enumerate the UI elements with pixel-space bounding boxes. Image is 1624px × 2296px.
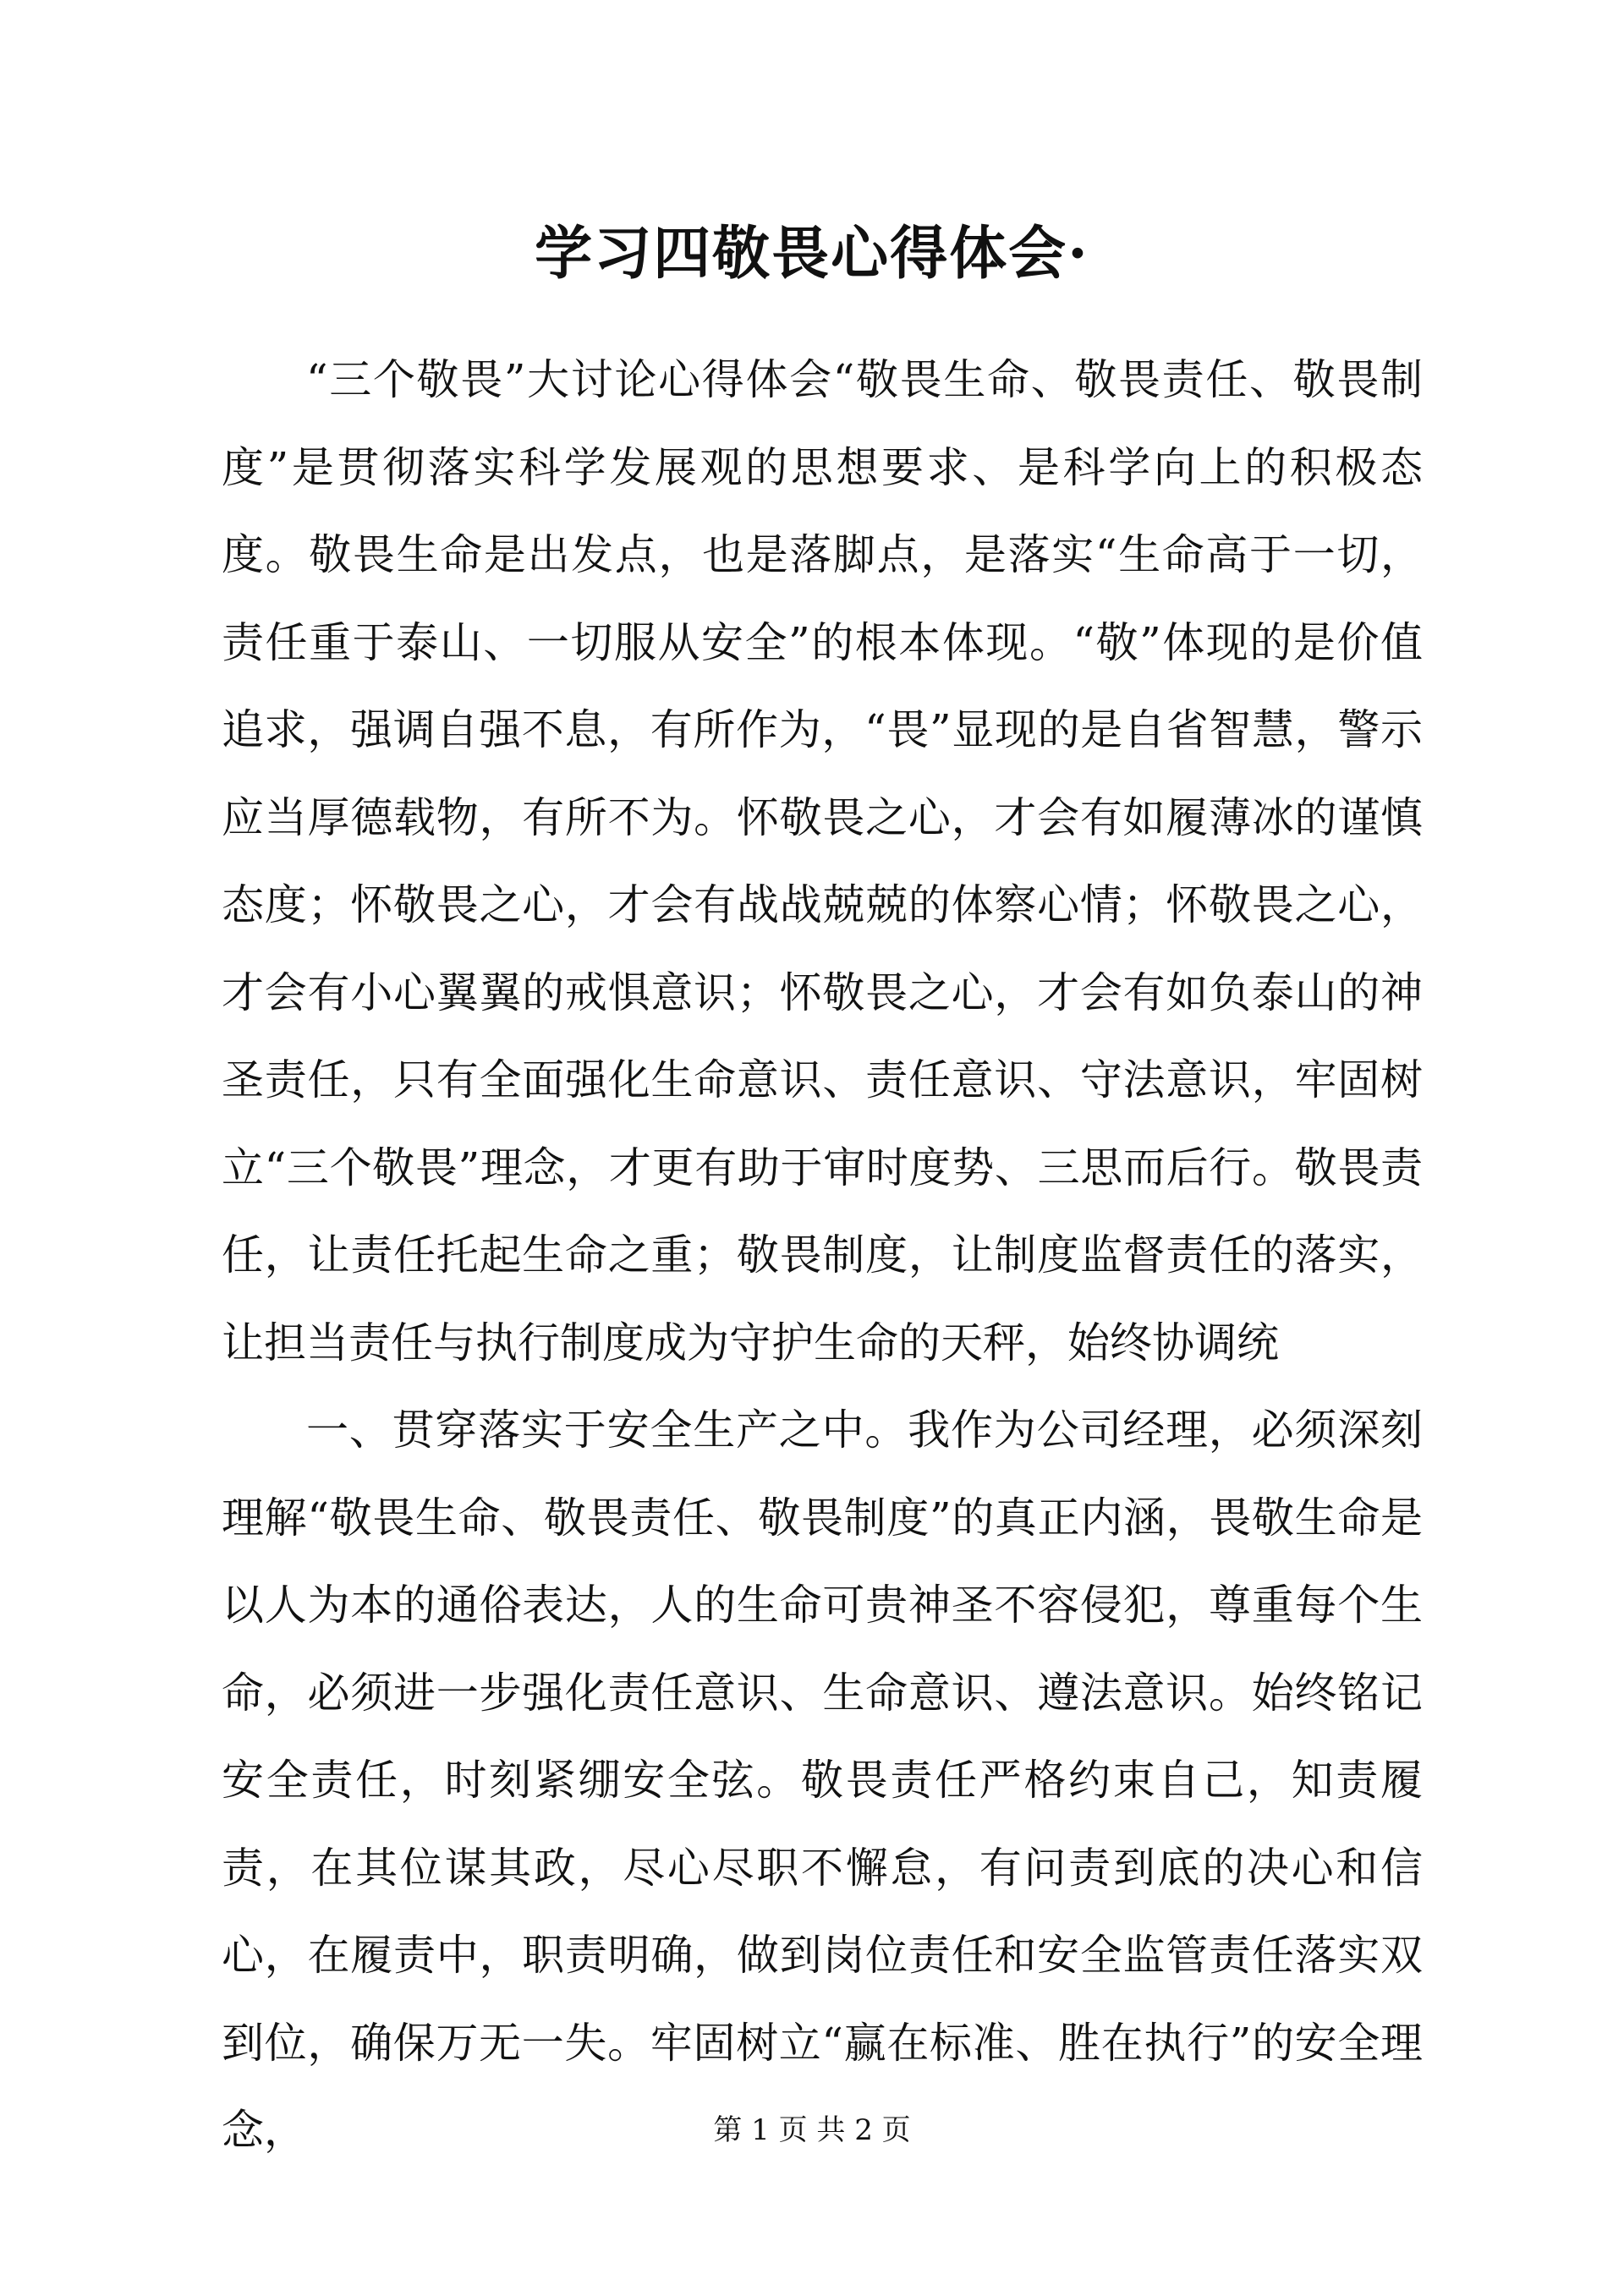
paragraph-2: 一、贯穿落实于安全生产之中。我作为公司经理，必须深刻理解“敬畏生命、敬畏责任、敬畏制度”的真正内涵，畏敬生命是以人为本的通俗表达，人的生命可贵神圣不容侵犯，尊重每个生命，必须进一步强化责任意识、生命意识、遵法意识。始终铭记安全责任，时刻紧绷安全弦。敬畏责任严格约束自己，知责履责，在其位谋其政，尽心尽职不懈怠，有问责到底的决心和信心，在履责中，职责明确，做到岗位责任和安全监管责任落实双到位，确保万无一失。牢固树立“赢在标准、胜在执行”的安全理念， bbox=[222, 1406, 1423, 2155]
page-number: 第 1 页 bbox=[713, 2113, 808, 2147]
document-title: 学习四敬畏心得体会· bbox=[535, 220, 1089, 288]
page-footer bbox=[0, 2110, 1624, 2151]
paragraph-1: “三个敬畏”大讨论心得体会“敬畏生命、敬畏责任、敬畏制度”是贯彻落实科学发展观的思想要求、是科学向上的积极态度。敬畏生命是出发点，也是落脚点，是落实“生命高于一切，责任重于泰山、一切服从安全”的根本体现。“敬”体现的是价值追求，强调自强不息，有所作为，“畏”显现的是自省智慧，警示应当厚德载物，有所不为。怀敬畏之心，才会有如履薄冰的谨慎态度；怀敬畏之心，才会有战战兢兢的体察心情；怀敬畏之心，才会有小心翼翼的戒惧意识；怀敬畏之心，才会有如负泰山的神圣责任，只有全面强化生命意识、责任意识、守法意识，牢固树立“三个敬畏”理念，才更有助于审时度势、三思而后行。敬畏责任，让责任托起生命之重；敬畏制度，让制度监督责任的落实，让担当责任与执行制度成为守护生命的天秤，始终协调统 bbox=[222, 355, 1423, 1367]
document-body bbox=[222, 337, 1423, 2175]
page-total: 共 2 页 bbox=[816, 2113, 911, 2147]
